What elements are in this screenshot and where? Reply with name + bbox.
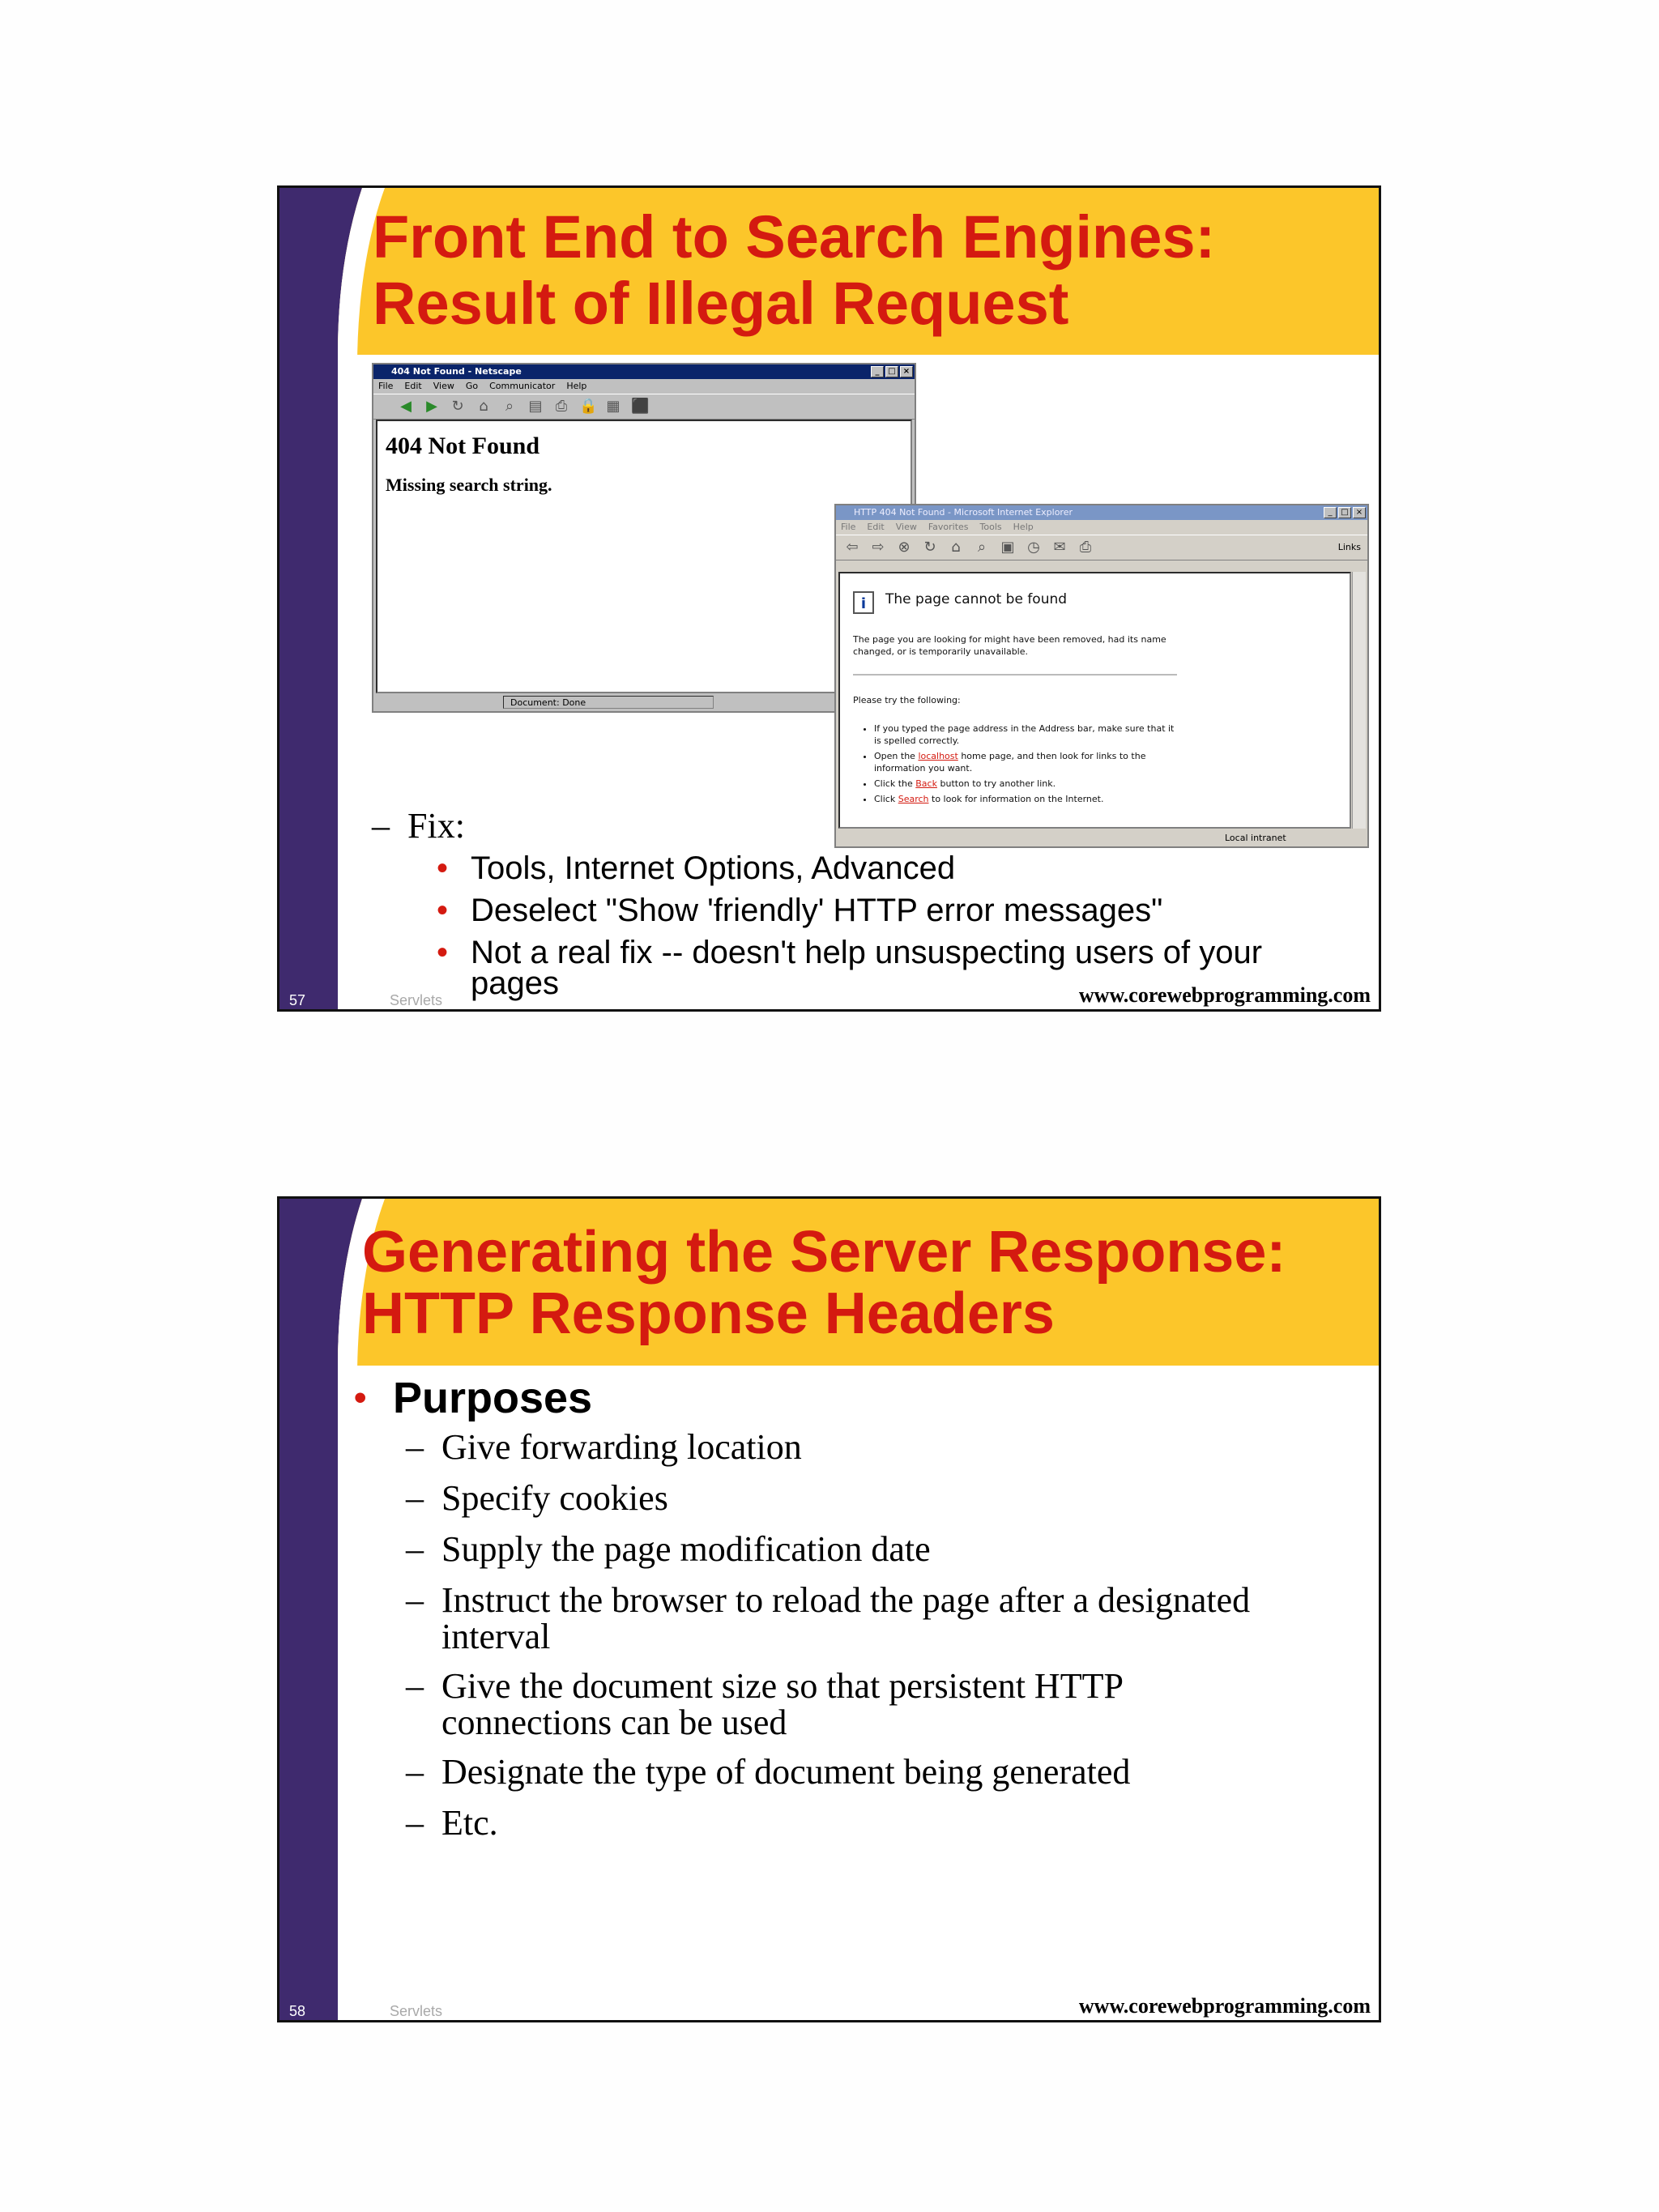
purpose-text: Designate the type of document being generated	[441, 1752, 1131, 1792]
info-icon: i	[853, 591, 874, 614]
dash-marker: –	[406, 1803, 424, 1843]
slide-number: 57	[289, 992, 306, 1008]
search-icon: ⌕	[977, 539, 987, 556]
ie-tip-3	[874, 778, 1182, 790]
menu-favorites: Favorites	[928, 522, 969, 532]
print-icon: ⎙	[555, 398, 568, 415]
maximize-icon: □	[885, 366, 898, 377]
stop-icon: ⬛	[631, 398, 650, 415]
mail-icon: ✉	[1053, 539, 1066, 556]
dash-marker: –	[406, 1580, 424, 1620]
ie-scrollbar	[1352, 572, 1366, 829]
fix-label: Fix:	[407, 806, 465, 846]
ie-try-label: Please try the following:	[853, 695, 961, 705]
netscape-heading: 404 Not Found	[386, 433, 540, 459]
footer-url: www.corewebprogramming.com	[1078, 983, 1371, 1007]
netscape-title-bar	[373, 364, 915, 379]
ie-title: HTTP 404 Not Found - Microsoft Internet Explorer	[854, 507, 1073, 518]
netscape-status-bar	[373, 695, 915, 711]
purposes-label: Purposes	[393, 1374, 593, 1422]
purpose-text: Give the document size so that persistent HTTP	[441, 1666, 1124, 1706]
ie-tip-2-post: home page, and then look for links to the information you want.	[874, 751, 1146, 774]
fix-subitem-text: Not a real fix -- doesn't help unsuspecting users of your	[471, 935, 1263, 970]
security-icon: 🔒	[579, 398, 598, 415]
menu-go: Go	[465, 381, 479, 391]
reload-icon: ↻	[451, 398, 464, 415]
menu-edit: Edit	[404, 381, 422, 391]
close-icon: ×	[1353, 507, 1366, 518]
back-icon: ⇦	[846, 539, 859, 556]
dash-marker: –	[406, 1427, 424, 1467]
ie-search-link: Search	[898, 794, 929, 804]
slide-58	[277, 1196, 1381, 2022]
forward-icon: ▶	[426, 398, 437, 415]
ie-divider	[853, 674, 1177, 676]
menu-edit: Edit	[867, 522, 885, 532]
menu-tools: Tools	[979, 522, 1002, 532]
slide-title	[373, 204, 1215, 337]
forward-icon: ⇨	[872, 539, 885, 556]
footer-url: www.corewebprogramming.com	[1078, 1994, 1371, 2018]
netscape-title: 404 Not Found - Netscape	[391, 366, 522, 377]
ie-tip-3-pre: Click the	[874, 778, 913, 789]
dash-marker: –	[406, 1478, 424, 1518]
fix-subitem-text: Deselect "Show 'friendly' HTTP error messages"	[471, 893, 1163, 928]
favorites-icon: ▣	[1000, 539, 1015, 556]
ie-localhost-link: localhost	[918, 751, 958, 761]
title-line-1: Generating the Server Response:	[362, 1220, 1286, 1285]
purpose-text: Give forwarding location	[441, 1427, 802, 1467]
purpose-text: Supply the page modification date	[441, 1529, 931, 1569]
slide-57	[277, 185, 1381, 1012]
ie-heading: The page cannot be found	[885, 591, 1068, 607]
ie-status-bar	[836, 830, 1367, 846]
slide-title	[362, 1221, 1286, 1345]
ie-tips-list	[856, 722, 1182, 808]
menu-file: File	[378, 381, 394, 391]
bullet-dot: •	[437, 850, 449, 886]
home-icon: ⌂	[479, 398, 488, 415]
history-icon: ◷	[1027, 539, 1040, 556]
slide-number: 58	[289, 2003, 306, 2019]
ie-tip-4	[874, 793, 1182, 805]
bullet-dot: •	[437, 893, 449, 928]
ie-menubar	[836, 520, 1367, 535]
stop-icon: ⊗	[898, 539, 911, 556]
purpose-text: Etc.	[441, 1803, 498, 1843]
ie-links-label: Links	[1337, 542, 1361, 552]
menu-view: View	[433, 381, 454, 391]
slide-topic: Servlets	[390, 2003, 443, 2019]
ie-tip-2-pre: Open the	[874, 751, 915, 761]
refresh-icon: ↻	[923, 539, 936, 556]
ie-toolbar	[836, 535, 1367, 560]
ie-content	[838, 572, 1351, 829]
ie-tip-3-post: button to try another link.	[940, 778, 1056, 789]
dash-marker: –	[406, 1752, 424, 1792]
dash-marker: –	[406, 1666, 424, 1706]
slide-topic: Servlets	[390, 992, 443, 1008]
menu-file: File	[841, 522, 856, 532]
purpose-text: interval	[441, 1617, 551, 1656]
dash-marker: –	[406, 1529, 424, 1569]
title-line-2: HTTP Response Headers	[362, 1281, 1055, 1346]
netscape-content	[376, 420, 912, 693]
netscape-message: Missing search string.	[386, 475, 552, 495]
dash-marker: –	[372, 806, 390, 846]
ie-tip-4-pre: Click	[874, 794, 896, 804]
guide-icon: ▤	[528, 398, 543, 415]
ie-window-screenshot	[834, 504, 1369, 848]
back-icon: ◀	[400, 398, 412, 415]
bullet-dot: •	[437, 935, 449, 970]
ie-back-link: Back	[915, 778, 937, 789]
netscape-menubar	[373, 379, 915, 394]
search-icon: ⌕	[505, 398, 514, 415]
title-line-2: Result of Illegal Request	[373, 270, 1069, 337]
ie-tip-1: • If you typed the page address in the Address bar, make sure that it is spelled correctly.	[874, 722, 1182, 747]
fix-subitem-text: Tools, Internet Options, Advanced	[471, 850, 956, 886]
title-line-1: Front End to Search Engines:	[373, 203, 1216, 271]
purpose-text: Specify cookies	[441, 1478, 668, 1518]
menu-communicator: Communicator	[489, 381, 556, 391]
purpose-text: connections can be used	[441, 1703, 787, 1742]
home-icon: ⌂	[951, 539, 961, 556]
maximize-icon: □	[1338, 507, 1351, 518]
ie-message: The page you are looking for might have been removed, had its name changed, or is temporarily unavailable.	[853, 634, 1166, 657]
ie-tip-2	[874, 750, 1182, 774]
purpose-text: Instruct the browser to reload the page after a designated	[441, 1580, 1251, 1620]
netscape-toolbar	[373, 394, 915, 420]
netscape-status-text: Document: Done	[503, 696, 714, 709]
bullet-dot: •	[354, 1378, 367, 1417]
ie-title-bar	[836, 505, 1367, 520]
ie-tip-4-post: to look for information on the Internet.	[932, 794, 1104, 804]
ie-status-text: Local intranet	[1225, 833, 1286, 843]
shop-icon: ▦	[606, 398, 621, 415]
print-icon: ⎙	[1079, 539, 1092, 556]
menu-view: View	[895, 522, 917, 532]
close-icon: ×	[900, 366, 913, 377]
fix-subitem-text: pages	[471, 965, 559, 1001]
minimize-icon: _	[871, 366, 884, 377]
minimize-icon: _	[1324, 507, 1337, 518]
menu-help: Help	[1013, 522, 1034, 532]
menu-help: Help	[566, 381, 587, 391]
